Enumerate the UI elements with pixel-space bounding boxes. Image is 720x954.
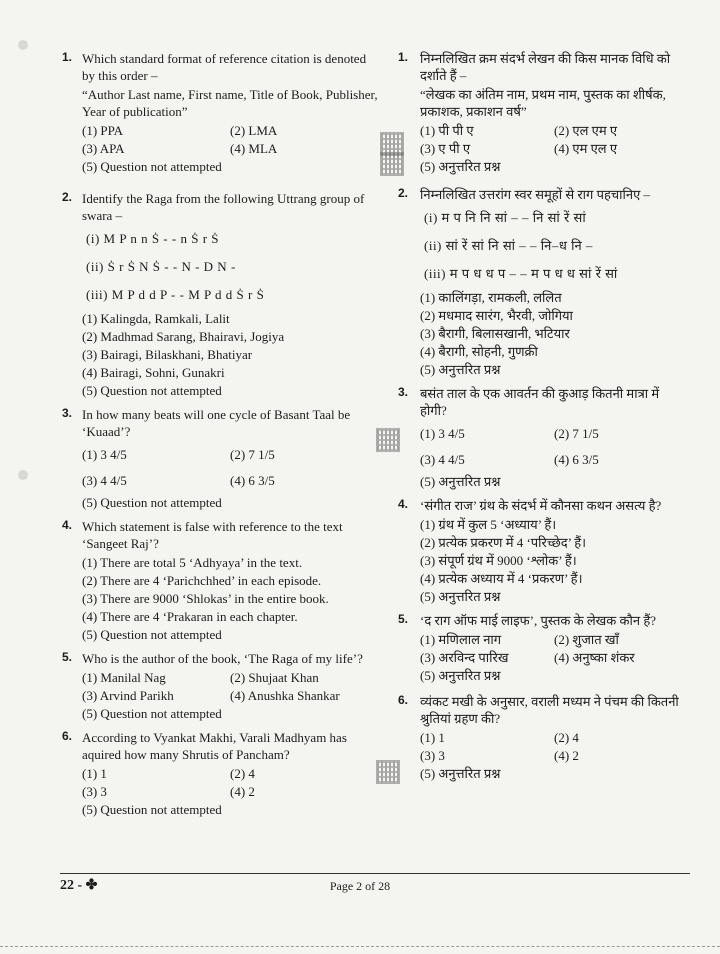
option-3: (3) अरविन्द पारिख bbox=[420, 650, 509, 665]
option-4: (4) Anushka Shankar bbox=[230, 688, 340, 703]
option-3: (3) 4 4/5 bbox=[82, 473, 127, 488]
question-number: 4. bbox=[398, 497, 409, 511]
option-4: (4) प्रत्येक अध्याय में 4 ‘प्रकरण’ हैं। bbox=[420, 571, 583, 586]
option-5: (5) अनुत्तरित प्रश्न bbox=[420, 589, 501, 604]
option-1: (1) 1 bbox=[420, 730, 445, 745]
qr-code bbox=[376, 428, 400, 452]
swara-group: (i) म प नि नि सां – – नि सां रें सां bbox=[424, 210, 587, 225]
option-3: (3) 3 bbox=[82, 784, 107, 799]
option-2: (2) 7 1/5 bbox=[554, 426, 599, 441]
option-5: (5) Question not attempted bbox=[82, 802, 222, 817]
perforation-line bbox=[0, 946, 720, 947]
option-1: (1) कालिंगड़ा, रामकली, ललित bbox=[420, 290, 562, 305]
option-4: (4) 2 bbox=[230, 784, 255, 799]
question-number: 4. bbox=[62, 518, 73, 532]
question-5 bbox=[398, 612, 688, 685]
option-3: (3) There are 9000 ‘Shlokas’ in the entire book. bbox=[82, 591, 329, 606]
swara-group: (i) M P n n Ṡ - - n Ṡ r Ṡ bbox=[86, 231, 220, 246]
option-1: (1) मणिलाल नाग bbox=[420, 632, 502, 647]
question-number: 6. bbox=[62, 729, 73, 743]
option-4: (4) Bairagi, Sohni, Gunakri bbox=[82, 365, 225, 380]
question-number: 3. bbox=[62, 406, 73, 420]
question-number: 1. bbox=[398, 50, 409, 64]
question-stem: Which statement is false with reference to the text ‘Sangeet Raj’? bbox=[82, 519, 343, 551]
question-stem: निम्नलिखित क्रम संदर्भ लेखन की किस मानक विधि को दर्शाते हैं – bbox=[420, 51, 671, 83]
option-2: (2) 4 bbox=[554, 730, 579, 745]
option-2: (2) शुजात खाँ bbox=[554, 632, 619, 647]
question-number: 1. bbox=[62, 50, 73, 64]
question-stem: “लेखक का अंतिम नाम, प्रथम नाम, पुस्तक का शीर्षक, प्रकाशक, प्रकाशन वर्ष” bbox=[420, 87, 666, 119]
qr-code bbox=[376, 760, 400, 784]
option-5: (5) अनुत्तरित प्रश्न bbox=[420, 362, 501, 377]
question-stem: “Author Last name, First name, Title of Book, Publisher, Year of publication” bbox=[82, 87, 378, 119]
option-5: (5) Question not attempted bbox=[82, 383, 222, 398]
hindi-column bbox=[398, 50, 688, 789]
question-stem: ‘संगीत राज’ ग्रंथ के संदर्भ में कौनसा कथन असत्य है? bbox=[420, 498, 662, 513]
option-4: (4) अनुष्का शंकर bbox=[554, 650, 635, 665]
option-1: (1) 3 4/5 bbox=[420, 426, 465, 441]
option-4: (4) 2 bbox=[554, 748, 579, 763]
question-stem: निम्नलिखित उत्तरांग स्वर समूहों से राग पहचानिए – bbox=[420, 187, 651, 202]
binder-hole bbox=[18, 470, 28, 480]
question-2 bbox=[62, 190, 378, 400]
option-4: (4) There are 4 ‘Prakaran in each chapter. bbox=[82, 609, 298, 624]
option-2: (2) प्रत्येक प्रकरण में 4 ‘परिच्छेद’ हैं। bbox=[420, 535, 587, 550]
question-3 bbox=[398, 385, 688, 491]
english-column bbox=[62, 50, 378, 825]
option-4: (4) बैरागी, सोहनी, गुणक्री bbox=[420, 344, 538, 359]
option-5: (5) अनुत्तरित प्रश्न bbox=[420, 766, 501, 781]
option-5: (5) Question not attempted bbox=[82, 159, 222, 174]
swara-group: (iii) M P d d P - - M P d d Ṡ r Ṡ bbox=[86, 287, 265, 302]
question-stem: In how many beats will one cycle of Basant Taal be ‘Kuaad’? bbox=[82, 407, 351, 439]
question-4 bbox=[62, 518, 378, 644]
question-number: 5. bbox=[398, 612, 409, 626]
option-3: (3) 3 bbox=[420, 748, 445, 763]
option-1: (1) पी पी ए bbox=[420, 123, 474, 138]
question-stem: ‘द राग ऑफ माई लाइफ’, पुस्तक के लेखक कौन हैं? bbox=[420, 613, 656, 628]
option-2: (2) There are 4 ‘Parichchhed’ in each episode. bbox=[82, 573, 322, 588]
option-3: (3) APA bbox=[82, 141, 125, 156]
question-stem: व्यंकट मखी के अनुसार, वराली मध्यम ने पंचम की कितनी श्रुतियां ग्रहण की? bbox=[420, 694, 679, 726]
option-3: (3) ए पी ए bbox=[420, 141, 471, 156]
question-2 bbox=[398, 186, 688, 379]
qr-code bbox=[380, 152, 404, 176]
option-5: (5) अनुत्तरित प्रश्न bbox=[420, 474, 501, 489]
question-number: 2. bbox=[62, 190, 73, 204]
option-5: (5) Question not attempted bbox=[82, 627, 222, 642]
binder-hole bbox=[18, 40, 28, 50]
question-3 bbox=[62, 406, 378, 512]
swara-group: (iii) म प ध ध प – – म प ध ध सां रें सां bbox=[424, 266, 618, 281]
option-2: (2) Madhmad Sarang, Bhairavi, Jogiya bbox=[82, 329, 285, 344]
option-1: (1) Manilal Nag bbox=[82, 670, 166, 685]
option-2: (2) Shujaat Khan bbox=[230, 670, 319, 685]
question-number: 6. bbox=[398, 693, 409, 707]
option-3: (3) संपूर्ण ग्रंथ में 9000 ‘श्लोक’ हैं। bbox=[420, 553, 577, 568]
option-4: (4) 6 3/5 bbox=[230, 473, 275, 488]
page-number: Page 2 of 28 bbox=[329, 879, 391, 893]
option-1: (1) Kalingda, Ramkali, Lalit bbox=[82, 311, 230, 326]
question-stem: According to Vyankat Makhi, Varali Madhyam has aquired how many Shrutis of Pancham? bbox=[82, 730, 347, 762]
option-4: (4) 6 3/5 bbox=[554, 452, 599, 467]
option-4: (4) MLA bbox=[230, 141, 278, 156]
option-2: (2) 7 1/5 bbox=[230, 447, 275, 462]
option-3: (3) Arvind Parikh bbox=[82, 688, 174, 703]
swara-group: (ii) Ṡ r Ṡ N Ṡ - - N - D N - bbox=[86, 259, 236, 274]
option-1: (1) PPA bbox=[82, 123, 124, 138]
question-5 bbox=[62, 650, 378, 723]
option-3: (3) 4 4/5 bbox=[420, 452, 465, 467]
option-3: (3) बैरागी, बिलासखानी, भटियार bbox=[420, 326, 570, 341]
option-2: (2) 4 bbox=[230, 766, 255, 781]
swara-group: (ii) सां रें सां नि सां – – नि–ध नि – bbox=[424, 238, 593, 253]
question-6 bbox=[398, 693, 688, 783]
option-1: (1) ग्रंथ में कुल 5 ‘अध्याय’ हैं। bbox=[420, 517, 557, 532]
question-number: 2. bbox=[398, 186, 409, 200]
footer-rule bbox=[60, 873, 690, 874]
question-6 bbox=[62, 729, 378, 819]
question-stem: बसंत ताल के एक आवर्तन की कुआड़ कितनी मात्रा में होगी? bbox=[420, 386, 660, 418]
question-stem: Identify the Raga from the following Uttrang group of swara – bbox=[82, 191, 365, 223]
option-2: (2) LMA bbox=[230, 123, 278, 138]
option-3: (3) Bairagi, Bilaskhani, Bhatiyar bbox=[82, 347, 253, 362]
option-1: (1) There are total 5 ‘Adhyaya’ in the text. bbox=[82, 555, 303, 570]
option-4: (4) एम एल ए bbox=[554, 141, 618, 156]
question-1 bbox=[398, 50, 688, 176]
option-1: (1) 1 bbox=[82, 766, 107, 781]
question-number: 5. bbox=[62, 650, 73, 664]
question-number: 3. bbox=[398, 385, 409, 399]
footer-code: 22 - ✤ bbox=[60, 878, 98, 893]
question-stem: Who is the author of the book, ‘The Raga of my life’? bbox=[82, 651, 363, 666]
question-stem: Which standard format of reference citation is denoted by this order – bbox=[82, 51, 367, 83]
option-5: (5) Question not attempted bbox=[82, 495, 222, 510]
option-2: (2) मधमाद सारंग, भैरवी, जोगिया bbox=[420, 308, 573, 323]
option-2: (2) एल एम ए bbox=[554, 123, 618, 138]
option-5: (5) अनुत्तरित प्रश्न bbox=[420, 159, 501, 174]
question-1 bbox=[62, 50, 378, 176]
question-4 bbox=[398, 497, 688, 606]
option-5: (5) Question not attempted bbox=[82, 706, 222, 721]
option-1: (1) 3 4/5 bbox=[82, 447, 127, 462]
option-5: (5) अनुत्तरित प्रश्न bbox=[420, 668, 501, 683]
